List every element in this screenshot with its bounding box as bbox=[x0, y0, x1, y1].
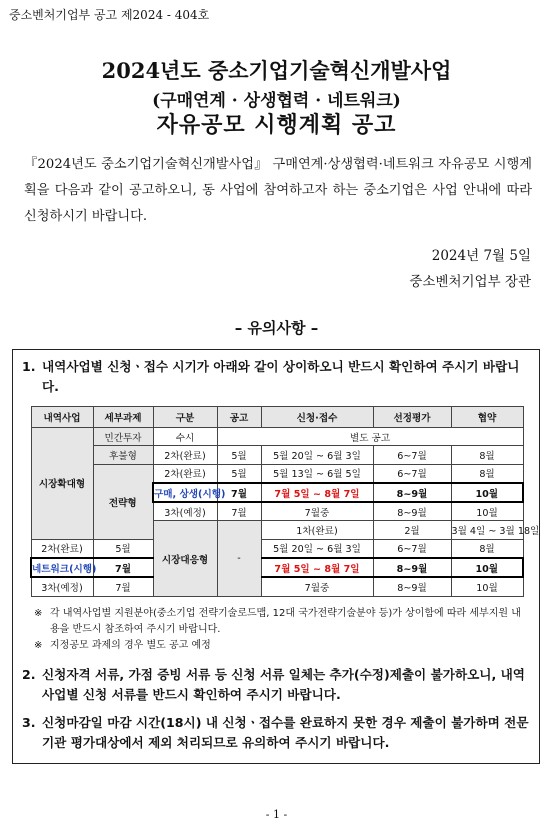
table-cell: 7월 bbox=[93, 558, 153, 577]
table-cell: 5월 20일 ~ 6월 3일 bbox=[261, 539, 373, 558]
header-cell: 선정평가 bbox=[373, 407, 451, 428]
item-number: 1. bbox=[22, 359, 36, 374]
table-cell: 10월 bbox=[451, 502, 523, 521]
item-text: 신청자격 서류, 가점 증빙 서류 등 신청 서류 일체는 추가(수정)제출이 불가하오니, 내역사업별 신청 서류를 반드시 확인하여 주시기 바랍니다. bbox=[42, 667, 525, 702]
subtask-label: 민간투자 bbox=[93, 428, 153, 446]
table-cell: 7월 5일 ~ 8월 7일 bbox=[261, 483, 373, 502]
table-cell: 네트워크(시행) bbox=[31, 558, 93, 577]
notice-heading: – 유의사항 – bbox=[234, 319, 319, 337]
title-line-3: 자유공모 시행계획 공고 bbox=[156, 112, 397, 138]
table-cell: 10월 bbox=[451, 577, 523, 596]
schedule-table bbox=[30, 406, 540, 597]
note-text: 각 내역사업별 지원분야(중소기업 전략기술로드맵, 12대 국가전략기술분야 등)가 상이함에 따라 세부지원 내용을 반드시 참조하여 주시기 바랍니다. bbox=[50, 608, 521, 635]
title-line-2: (구매연계 · 상생협력 · 네트워크) bbox=[152, 91, 401, 111]
table-cell: 10월 bbox=[451, 483, 523, 502]
title-line-1: 2024년도 중소기업기술혁신개발사업 bbox=[101, 58, 452, 83]
item-text: 내역사업별 신청ㆍ접수 시기가 아래와 같이 상이하오니 반드시 확인하여 주시기 바랍니다. bbox=[42, 359, 520, 394]
table-cell: 7월중 bbox=[261, 502, 373, 521]
table-cell: 5월 bbox=[217, 464, 261, 483]
note-text: 지정공모 과제의 경우 별도 공고 예정 bbox=[50, 640, 211, 651]
notice-item-1 bbox=[22, 357, 530, 397]
table-cell: 5월 bbox=[217, 446, 261, 464]
table-cell: 7월 bbox=[217, 502, 261, 521]
header-cell: 구분 bbox=[153, 407, 217, 428]
table-cell: 5월 bbox=[93, 539, 153, 558]
page-number: - 1 - bbox=[265, 808, 288, 821]
table-header-row bbox=[31, 407, 523, 428]
table-cell: 5월 13일 ~ 6월 5일 bbox=[261, 464, 373, 483]
table-cell: 구매, 상생(시행) bbox=[153, 483, 217, 502]
issuer: 중소벤처기업부 장관 bbox=[409, 274, 531, 290]
item-number: 2. bbox=[22, 667, 36, 682]
table-cell: 10월 bbox=[451, 558, 523, 577]
table-cell: 2차(완료) bbox=[153, 446, 217, 464]
subtask-label: 전략형 bbox=[93, 464, 153, 539]
header-cell: 내역사업 bbox=[31, 407, 93, 428]
table-cell: 3차(예정) bbox=[31, 577, 93, 596]
table-cell: 7월 bbox=[217, 483, 261, 502]
table-cell: 2차(완료) bbox=[31, 539, 93, 558]
subtask-label: - bbox=[217, 521, 261, 596]
table-cell: 7월 bbox=[93, 577, 153, 596]
table-row bbox=[31, 446, 523, 464]
table-cell: 5월 20일 ~ 6월 3일 bbox=[261, 446, 373, 464]
table-cell: 2차(완료) bbox=[153, 464, 217, 483]
notice-item-2 bbox=[22, 665, 530, 705]
table-cell: 8월 bbox=[451, 446, 523, 464]
note-mark: ※ bbox=[34, 640, 43, 651]
table-cell: 수시 bbox=[153, 428, 217, 446]
subtask-label: 후불형 bbox=[93, 446, 153, 464]
table-cell: 8월 bbox=[451, 464, 523, 483]
table-cell: 8~9월 bbox=[373, 577, 451, 596]
table-cell: 3월 4일 ~ 3월 18일 bbox=[451, 521, 523, 539]
table-cell: 7월중 bbox=[261, 577, 373, 596]
table-note-2 bbox=[34, 638, 528, 654]
table-cell: 6~7월 bbox=[373, 539, 451, 558]
announcement-date: 2024년 7월 5일 bbox=[431, 248, 531, 264]
table-cell: 8~9월 bbox=[373, 483, 451, 502]
item-text: 신청마감일 마감 시간(18시) 내 신청ㆍ접수를 완료하지 못한 경우 제출이 불가하며 전문기관 평가대상에서 제외 처리되므로 유의하여 주시기 바랍니다. bbox=[42, 715, 529, 750]
header-cell: 세부과제 bbox=[93, 407, 153, 428]
table-row-highlighted bbox=[31, 558, 523, 577]
table-cell: 7월 5일 ~ 8월 7일 bbox=[261, 558, 373, 577]
intro-paragraph: 『2024년도 중소기업기술혁신개발사업』 구매연계·상생협력·네트워크 자유공모 시행계획을 다음과 같이 공고하오니, 동 사업에 참여하고자 하는 중소기업은 사업 안내에 따라 신청하시기 바랍니다. bbox=[24, 157, 532, 224]
table-note-1 bbox=[34, 606, 528, 638]
table-cell: 8월 bbox=[451, 539, 523, 558]
document-number: 중소벤처기업부 공고 제2024 - 404호 bbox=[9, 8, 210, 22]
header-cell: 공고 bbox=[217, 407, 261, 428]
table-row bbox=[31, 577, 523, 596]
table-cell: 8~9월 bbox=[373, 558, 451, 577]
table-row bbox=[31, 539, 523, 558]
item-number: 3. bbox=[22, 715, 36, 730]
notice-item-3 bbox=[22, 713, 530, 753]
table-cell: 1차(완료) bbox=[261, 521, 373, 539]
table-cell: 3차(예정) bbox=[153, 502, 217, 521]
table-row bbox=[31, 428, 523, 446]
group-label-market-response: 시장대응형 bbox=[153, 521, 217, 596]
note-mark: ※ bbox=[34, 608, 43, 619]
table-cell: 2월 bbox=[373, 521, 451, 539]
table-cell: 별도 공고 bbox=[217, 428, 523, 446]
table-cell: 8~9월 bbox=[373, 502, 451, 521]
table-cell: 6~7월 bbox=[373, 464, 451, 483]
header-cell: 협약 bbox=[451, 407, 523, 428]
table-row bbox=[31, 464, 523, 483]
header-cell: 신청·접수 bbox=[261, 407, 373, 428]
table-cell: 6~7월 bbox=[373, 446, 451, 464]
group-label-market-expansion: 시장확대형 bbox=[31, 428, 93, 540]
